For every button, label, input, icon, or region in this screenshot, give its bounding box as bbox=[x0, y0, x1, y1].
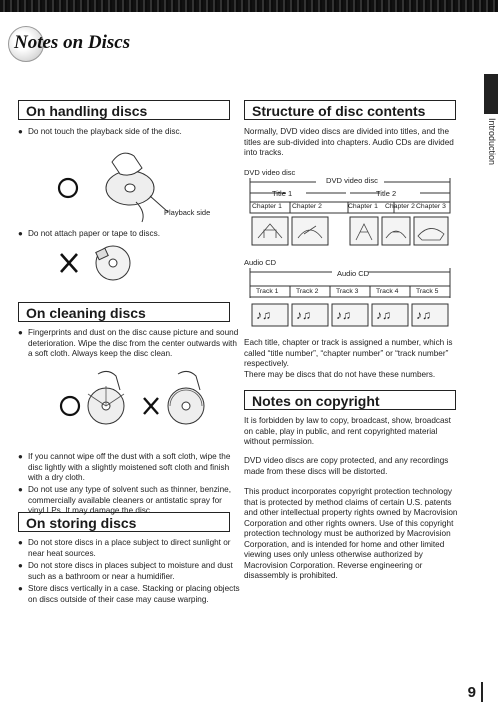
music-note-icon: ♪♫ bbox=[336, 308, 351, 322]
section-tab bbox=[484, 74, 498, 114]
handling-heading: On handling discs bbox=[18, 100, 230, 120]
structure-note: Each title, chapter or track is assigned a number, which is called “title number”, “chapter number” or “track number” respectively. bbox=[244, 338, 453, 368]
title-2-label: Title 2 bbox=[376, 189, 397, 198]
cd-structure-diagram bbox=[244, 268, 456, 336]
music-note-icon: ♪♫ bbox=[296, 308, 311, 322]
cd-span-label: Audio CD bbox=[337, 269, 370, 278]
page-number-bar bbox=[481, 682, 483, 702]
cleaning-bullet-3: ● Do not use any type of solvent such as thinner, benzine, commercially available cleaners or antistatic spray for vinyl LPs. It may damage the disc. bbox=[18, 485, 240, 517]
no-tape-illustration bbox=[55, 244, 165, 284]
track-label: Track 3 bbox=[336, 288, 359, 295]
structure-intro: Normally, DVD video discs are divided into titles, and the titles are sub-divided into chapters. Audio CDs are divided into tracks. bbox=[244, 127, 454, 157]
copyright-p2: DVD video discs are copy protected, and any recordings made from these discs will be distorted. bbox=[244, 456, 449, 476]
storing-bullet-2: ● Do not store discs in places subject to moisture and dust such as a bathroom or near a humidifier. bbox=[18, 561, 240, 582]
storing-bullet-3: ● Store discs vertically in a case. Stacking or placing objects on discs outside of their case may cause warping. bbox=[18, 584, 240, 605]
cleaning-bullet-1: ● Fingerprints and dust on the disc cause picture and sound deterioration. Wipe the disc from the center outwards with a soft cloth. Always keep the disc clean. bbox=[18, 328, 240, 360]
chapter-label: Chapter 2 bbox=[292, 203, 322, 210]
copyright-p1: It is forbidden by law to copy, broadcast, show, broadcast on cable, play in public, and rent copyrighted material without permission. bbox=[244, 416, 451, 446]
copyright-heading: Notes on copyright bbox=[244, 390, 456, 410]
cleaning-heading: On cleaning discs bbox=[18, 302, 230, 322]
chapter-label: Chapter 3 bbox=[416, 203, 446, 210]
storing-heading: On storing discs bbox=[18, 512, 230, 532]
track-label: Track 1 bbox=[256, 288, 279, 295]
page-number: 9 bbox=[467, 684, 476, 701]
music-note-icon: ♪♫ bbox=[416, 308, 431, 322]
cleaning-bullet-2: ● If you cannot wipe off the dust with a soft cloth, wipe the disc lightly with a slightly moistened soft cloth and finish with a dry cloth. bbox=[18, 452, 240, 484]
disc-wiping-illustration bbox=[58, 366, 208, 446]
copyright-p3: This product incorporates copyright protection technology that is protected by method claims of certain U.S. patents and other intellectual property rights owned by Macrovision Corporation and other rights owners. Use of this copyright protection technology must be authorized by Macrovision Corporation, and is intended for home and other limited viewing uses only unless otherwise authorized by Macrovision Corporation. Reverse engineering or disassembly is prohibited. bbox=[244, 487, 458, 580]
top-border bbox=[0, 0, 498, 12]
structure-heading: Structure of disc contents bbox=[244, 100, 456, 120]
storing-bullet-1: ● Do not store discs in a place subject to direct sunlight or near heat sources. bbox=[18, 538, 240, 559]
handling-bullet-1: ● Do not touch the playback side of the disc. bbox=[18, 127, 240, 138]
title-1-label: Title 1 bbox=[272, 189, 293, 198]
music-note-icon: ♪♫ bbox=[376, 308, 391, 322]
chapter-label: Chapter 1 bbox=[348, 203, 378, 210]
track-label: Track 4 bbox=[376, 288, 399, 295]
dvd-label: DVD video disc bbox=[244, 168, 296, 177]
cd-label: Audio CD bbox=[244, 258, 277, 267]
chapter-label: Chapter 2 bbox=[385, 203, 415, 210]
page-title: Notes on Discs bbox=[14, 32, 131, 53]
track-label: Track 2 bbox=[296, 288, 319, 295]
chapter-label: Chapter 1 bbox=[252, 203, 282, 210]
track-label: Track 5 bbox=[416, 288, 439, 295]
dvd-span-label: DVD video disc bbox=[326, 176, 378, 185]
section-tab-label: Introduction bbox=[487, 118, 497, 166]
music-note-icon: ♪♫ bbox=[256, 308, 271, 322]
playback-side-label: Playback side bbox=[164, 208, 211, 217]
handling-bullet-2: ● Do not attach paper or tape to discs. bbox=[18, 229, 240, 240]
structure-note-2: There may be discs that do not have these numbers. bbox=[244, 370, 436, 379]
